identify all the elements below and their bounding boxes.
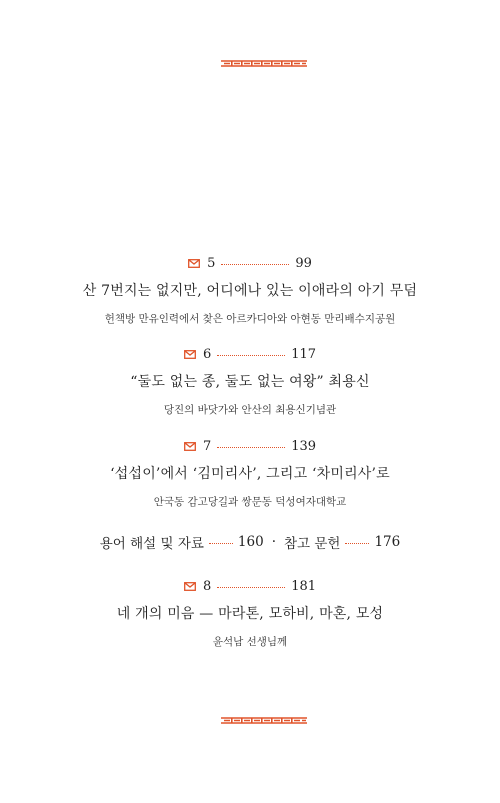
page-number: 139: [291, 438, 317, 454]
leader-dots: [209, 543, 233, 544]
chapter-title: 산 7번지는 없지만, 어디에나 있는 이애라의 아기 무덤: [82, 283, 418, 299]
chapter-subtitle: 윤석남 선생님께: [212, 636, 288, 648]
chapter-number: 5: [207, 255, 216, 271]
chapter-title: “둘도 없는 종, 둘도 없는 여왕” 최용신: [130, 374, 370, 390]
leader-dots: [217, 447, 285, 448]
envelope-icon: [184, 582, 196, 591]
toc-entry[interactable]: [0, 255, 500, 326]
separator-dot: ·: [271, 534, 276, 550]
chapter-subtitle: 당진의 바닷가와 안산의 최용신기념관: [163, 404, 337, 416]
chapter-title: ‘섭섭이’에서 ‘김미리사’, 그리고 ‘차미리사’로: [110, 466, 390, 482]
toc-entry[interactable]: [0, 438, 500, 509]
envelope-icon: [184, 350, 196, 359]
leader-dots: [217, 355, 285, 356]
envelope-icon: [184, 442, 196, 451]
toc-entry-header: [0, 438, 500, 454]
chapter-title: 네 개의 미음 — 마라톤, 모하비, 마혼, 모성: [116, 606, 384, 622]
page-number: 181: [291, 578, 317, 594]
bottom-ornament-icon: [220, 717, 308, 724]
toc-entry[interactable]: [0, 578, 500, 649]
leader-dots: [217, 587, 285, 588]
references-line[interactable]: [0, 532, 500, 552]
toc-entry-header: [0, 578, 500, 594]
leader-dots: [345, 543, 369, 544]
chapter-subtitle: 안국동 감고당길과 쌍문동 덕성여자대학교: [153, 496, 347, 508]
glossary-label: 용어 해설 및 자료: [99, 536, 204, 552]
leader-dots: [221, 264, 289, 265]
chapter-number: 7: [202, 438, 212, 454]
toc-entry-header: [0, 255, 500, 271]
page-number: 117: [291, 346, 317, 362]
toc-entry-header: [0, 346, 500, 362]
top-ornament-icon: [220, 60, 308, 67]
page-number: 99: [295, 255, 312, 271]
bibliography-label: 참고 문헌: [284, 536, 341, 552]
chapter-number: 6: [202, 346, 212, 362]
bibliography-page-number: 176: [374, 534, 401, 550]
envelope-icon: [188, 259, 200, 268]
toc-entry[interactable]: [0, 346, 500, 417]
chapter-number: 8: [202, 578, 212, 594]
glossary-page-number: 160: [237, 534, 264, 550]
chapter-subtitle: 헌책방 만유인력에서 찾은 아르카디아와 아현동 만리배수지공원: [104, 313, 396, 325]
